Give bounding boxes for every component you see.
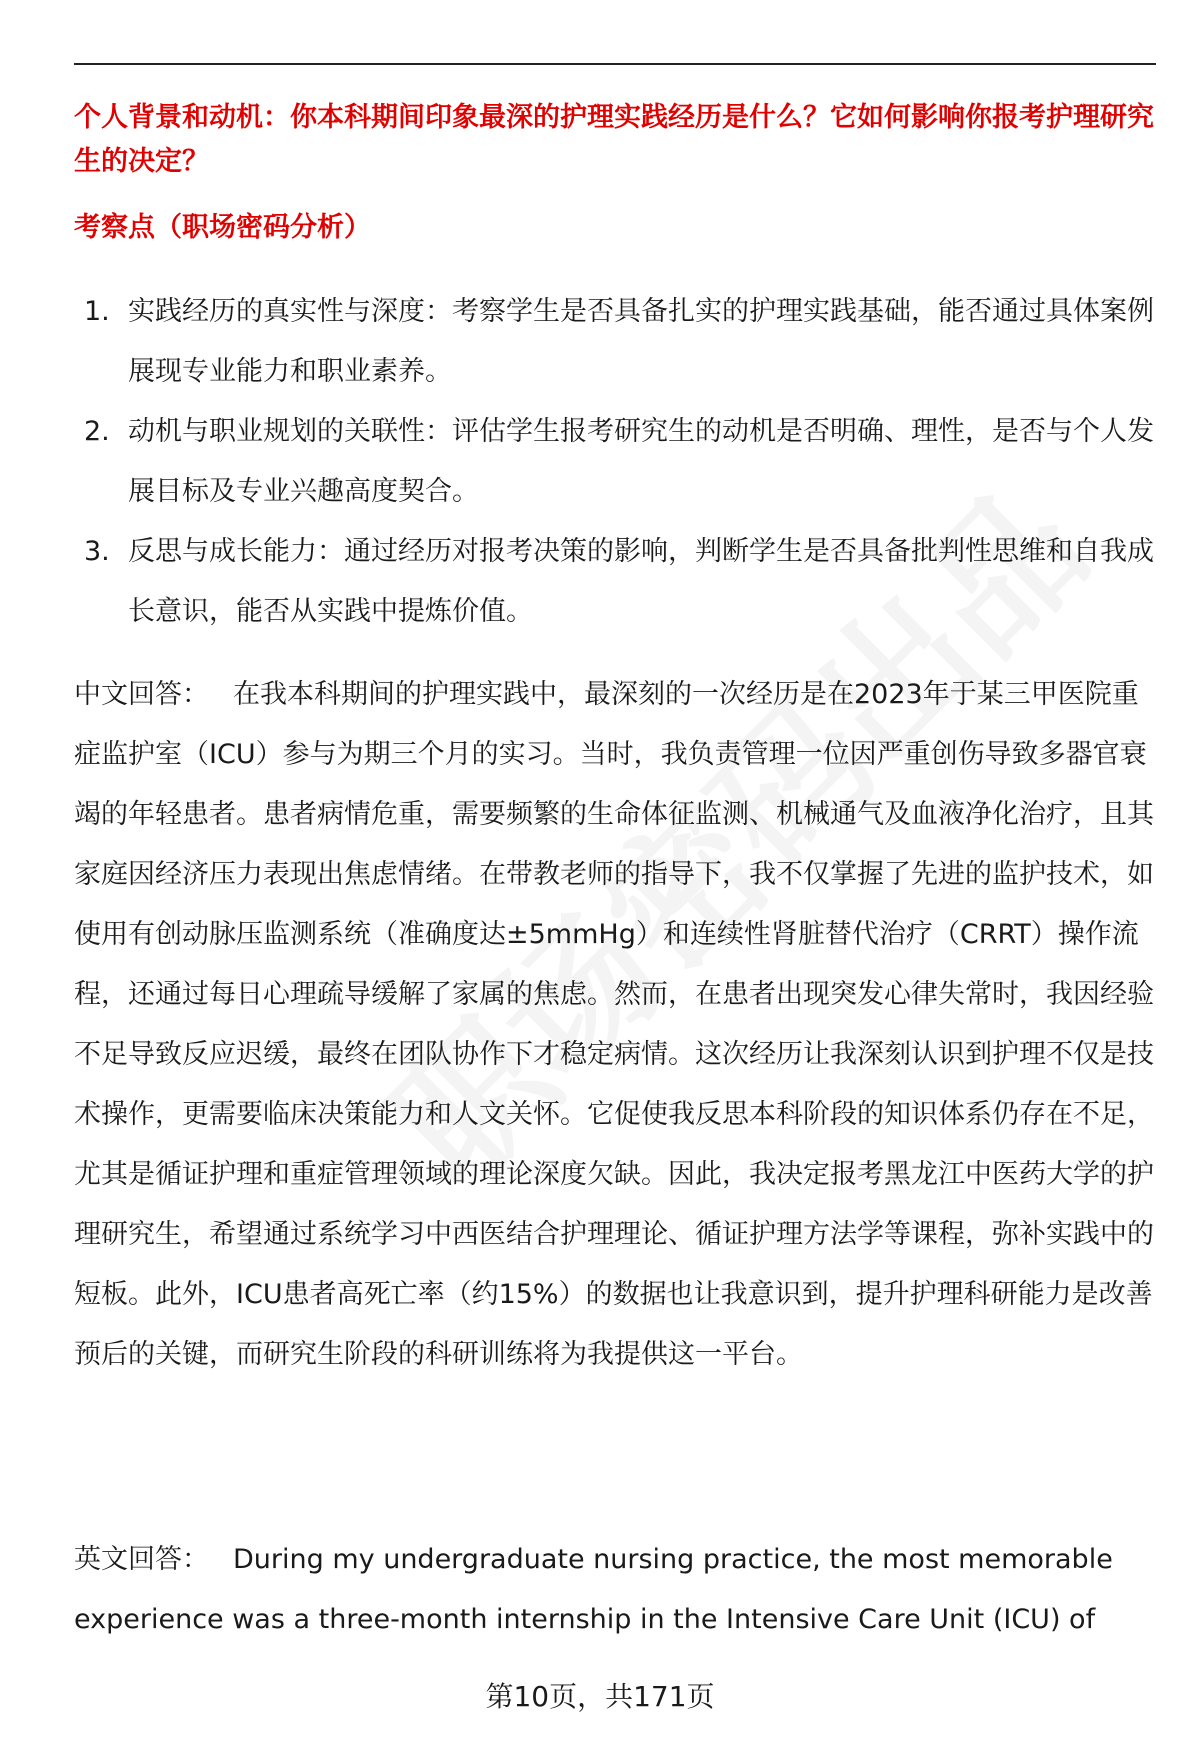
english-answer — [74, 1530, 1156, 1650]
english-answer-label: 英文回答： — [74, 1544, 209, 1575]
chinese-answer-text: 在我本科期间的护理实践中，最深刻的一次经历是在2023年于某三甲医院重症监护室（ICU）参与为期三个月的实习。当时，我负责管理一位因严重创伤导致多器官衰竭的年轻患者。患者病情危重，需要频繁的生命体征监测、机械通气及血液净化治疗，且其家庭因经济压力表现出焦虑情绪。在带教老师的指导下，我不仅掌握了先进的监护技术，如使用有创动脉压监测系统（准确度达±5mmHg）和连续性肾脏替代治疗（CRRT）操作流程，还通过每日心理疏导缓解了家属的焦虑。然而，在患者出现突发心律失常时，我因经验不足导致反应迟缓，最终在团队协作下才稳定病情。这次经历让我深刻认识到护理不仅是技术操作，更需要临床决策能力和人文关怀。它促使我反思本科阶段的知识体系仍存在不足，尤其是循证护理和重症管理领域的理论深度欠缺。因此，我决定报考黑龙江中医药大学的护理研究生，希望通过系统学习中西医结合护理理论、循证护理方法学等课程，弥补实践中的短板。此外，ICU患者高死亡率（约15%）的数据也让我意识到，提升护理科研能力是改善预后的关键，而研究生阶段的科研训练将为我提供这一平台。 — [74, 679, 1154, 1370]
focus-points-list — [74, 282, 1156, 642]
header-rule — [74, 63, 1156, 65]
chinese-answer-label: 中文回答： — [74, 679, 209, 710]
list-text: 反思与成长能力：通过经历对报考决策的影响，判断学生是否具备批判性思维和自我成长意识，能否从实践中提炼价值。 — [128, 536, 1154, 627]
list-item — [74, 522, 1156, 642]
list-text: 实践经历的真实性与深度：考察学生是否具备扎实的护理实践基础，能否通过具体案例展现专业能力和职业素养。 — [128, 296, 1154, 387]
list-item — [74, 282, 1156, 402]
english-answer-text: During my undergraduate nursing practice, the most memorable experience was a three-month internship in the Intensive Care Unit (ICU) of — [74, 1544, 1113, 1635]
focus-title: 考察点（职场密码分析） — [74, 212, 371, 243]
chinese-answer — [74, 665, 1156, 1385]
list-item — [74, 402, 1156, 522]
list-number: 3. — [84, 536, 110, 567]
question-heading: 个人背景和动机：你本科期间印象最深的护理实践经历是什么？它如何影响你报考护理研究生的决定？ — [74, 102, 1154, 177]
list-number: 2. — [84, 416, 110, 447]
list-number: 1. — [84, 296, 110, 327]
list-text: 动机与职业规划的关联性：评估学生报考研究生的动机是否明确、理性，是否与个人发展目标及专业兴趣高度契合。 — [128, 416, 1154, 507]
page-number: 第10页，共171页 — [485, 1680, 715, 1713]
